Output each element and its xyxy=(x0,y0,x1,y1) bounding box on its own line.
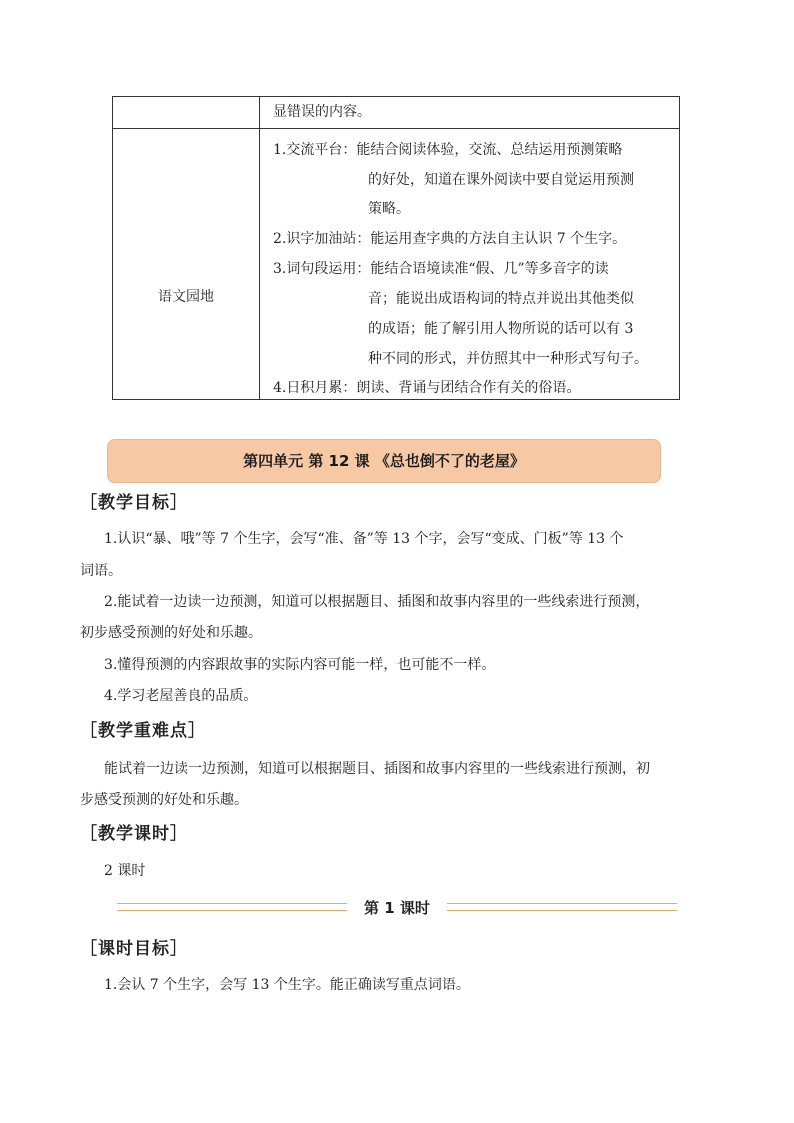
divider-line-right xyxy=(447,903,677,904)
table-row-label: 语文园地 xyxy=(158,289,214,305)
lesson-title: 第 1 课时 xyxy=(364,899,430,917)
section-heading-keypoints: ［教学重难点］ xyxy=(80,721,206,741)
curriculum-table xyxy=(112,96,680,400)
column-divider xyxy=(259,129,260,399)
goal-item-continued: 词语。 xyxy=(80,563,122,579)
table-line: 音；能说出成语构词的特点并说出其他类似 xyxy=(368,291,634,307)
table-line: 4.日积月累：朗读、背诵与团结合作有关的俗语。 xyxy=(273,380,581,396)
table-line: 2.识字加油站：能运用查字典的方法自主认识 7 个生字。 xyxy=(273,231,627,247)
column-divider xyxy=(259,97,260,128)
unit-lesson-banner: 第四单元 第 12 课 《总也倒不了的老屋》 xyxy=(107,439,661,483)
divider-line-right xyxy=(447,910,677,911)
table-row xyxy=(113,97,679,129)
table-line: 的好处，知道在课外阅读中要自觉运用预测 xyxy=(368,172,634,188)
divider-line-left xyxy=(117,903,347,904)
section-heading-lesson-goals: ［课时目标］ xyxy=(80,939,188,959)
table-cell-content: 显错误的内容。 xyxy=(273,104,371,120)
goal-item: 2.能试着一边读一边预测，知道可以根据题目、插图和故事内容里的一些线索进行预测， xyxy=(104,594,650,610)
table-line: 的成语；能了解引用人物所说的话可以有 3 xyxy=(368,321,634,337)
table-line: 策略。 xyxy=(368,201,410,217)
keypoints-line: 能试着一边读一边预测，知道可以根据题目、插图和故事内容里的一些线索进行预测，初 xyxy=(104,761,650,777)
divider-line-left xyxy=(117,910,347,911)
goal-item: 1.认识“暴、哦”等 7 个生字，会写“准、备”等 13 个字，会写“变成、门板”等 13 个 xyxy=(104,531,624,547)
goal-item: 3.懂得预测的内容跟故事的实际内容可能一样，也可能不一样。 xyxy=(104,657,496,673)
lesson-goal-item: 1.会认 7 个生字，会写 13 个生字。能正确读写重点词语。 xyxy=(104,977,470,993)
hours-text: 2 课时 xyxy=(104,863,146,879)
section-heading-hours: ［教学课时］ xyxy=(80,824,188,844)
table-line: 3.词句段运用：能结合语境读准“假、几”等多音字的读 xyxy=(273,261,609,277)
section-heading-goals: ［教学目标］ xyxy=(80,493,188,513)
goal-item: 4.学习老屋善良的品质。 xyxy=(104,688,258,704)
keypoints-line: 步感受预测的好处和乐趣。 xyxy=(80,792,248,808)
table-row xyxy=(113,129,679,399)
table-line: 种不同的形式，并仿照其中一种形式写句子。 xyxy=(368,351,648,367)
table-line: 1.交流平台：能结合阅读体验，交流、总结运用预测策略 xyxy=(273,142,623,158)
goal-item-continued: 初步感受预测的好处和乐趣。 xyxy=(80,625,262,641)
